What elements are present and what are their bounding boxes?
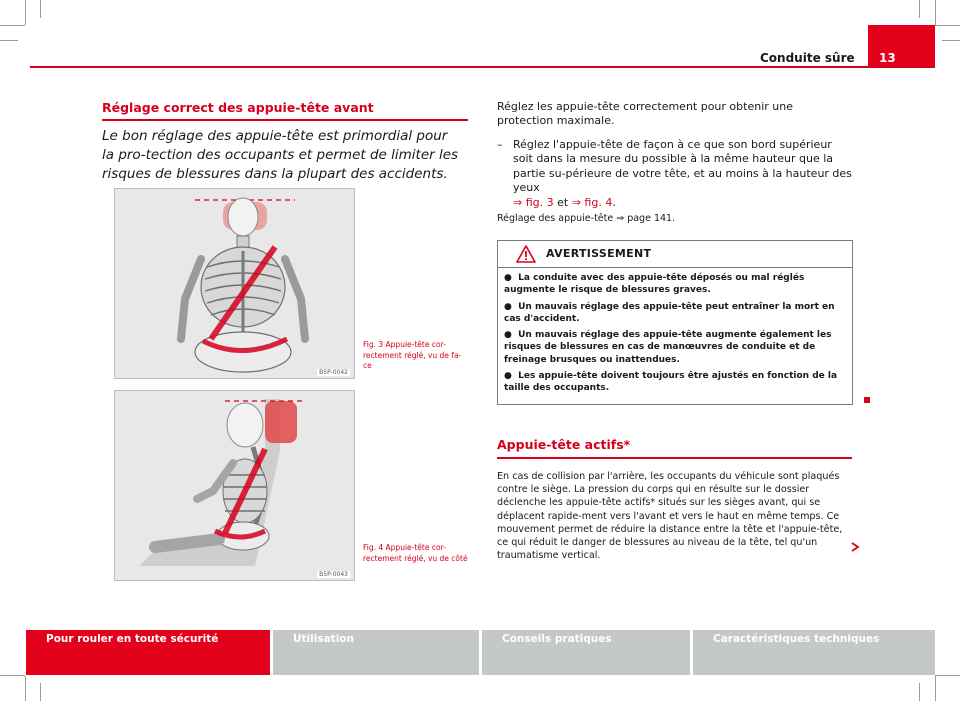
footer-tab-label: Conseils pratiques	[502, 633, 612, 645]
page-number-box	[868, 25, 935, 66]
warning-item: ● Un mauvais réglage des appuie-tête augmente également les risques de blessures en cas de manœuvres de conduite et de freinage brusques ou inattendues.	[504, 330, 832, 365]
figure-3-link[interactable]: ⇒ fig. 3	[513, 195, 554, 209]
section-end-marker	[864, 397, 870, 403]
figure-code: B5P-0043	[319, 571, 348, 578]
section-heading: Réglage correct des appuie-tête avant	[102, 100, 374, 115]
footer-tab-practical-tips[interactable]	[482, 630, 690, 675]
crop-mark	[935, 675, 960, 676]
warning-triangle-icon	[516, 245, 536, 263]
warning-item-text: Les appuie-tête doivent toujours être ajustés en fonction de la taille des occupants.	[504, 371, 838, 394]
footer-tab-label: Pour rouler en toute sécurité	[46, 633, 219, 645]
warning-list	[504, 272, 844, 399]
figure-4-link[interactable]: ⇒ fig. 4	[571, 195, 613, 209]
crop-mark	[935, 676, 936, 701]
crop-mark	[942, 40, 960, 41]
step-period: .	[612, 195, 616, 209]
figure-3-front-view	[114, 188, 355, 379]
crop-mark	[935, 0, 936, 25]
step-conjunction: et	[557, 195, 569, 209]
active-headrest-paragraph: En cas de collision par l'arrière, les occupants du véhicule sont plaqués contre le siège. La pression du corps qui en résulte sur le dossier déclenche les appuie-tête actifs* situés sur les sièges avant, qui se déplacent rapide-ment vers l'avant et vers le haut en même temps. Ce mouvement permet de réduire la distance entre la tête et l'appuie-tête, ce qui réduit le danger de blessures au niveau de la tête, tel qu'un traumatisme vertical.	[497, 471, 843, 562]
figure-3-caption: Fig. 3 Appuie-tête cor-rectement réglé, vu de fa-ce	[363, 340, 462, 370]
crop-mark	[25, 676, 26, 701]
warning-item-text: Un mauvais réglage des appuie-tête peut entraîner la mort en cas d'accident.	[504, 301, 835, 324]
footer-tab-operation[interactable]	[273, 630, 479, 675]
instruction-intro: Réglez les appuie-tête correctement pour obtenir une protection maximale.	[497, 100, 793, 128]
warning-item: ● La conduite avec des appuie-tête déposés ou mal réglés augmente le risque de blessures graves.	[504, 273, 805, 296]
warning-item-text: Un mauvais réglage des appuie-tête augmente également les risques de blessures en cas de manœuvres de conduite et de freinage brusques ou inattendues.	[504, 330, 832, 365]
warning-header	[498, 241, 852, 268]
page-reference: Réglage des appuie-tête ⇒ page 141.	[497, 213, 676, 224]
crop-mark	[0, 25, 25, 26]
figure-code: B5P-0042	[319, 369, 348, 376]
figure-4-caption: Fig. 4 Appuie-tête cor-rectement réglé, vu de côté	[363, 543, 468, 563]
figure-4-side-view	[114, 390, 355, 581]
warning-box	[497, 240, 853, 405]
footer-tab-label: Utilisation	[293, 633, 354, 645]
section-heading-active-headrest: Appuie-tête actifs*	[497, 437, 631, 452]
crop-mark	[0, 675, 25, 676]
footer-tab-technical-data[interactable]	[693, 630, 935, 675]
step-text: Réglez l'appuie-tête de façon à ce que son bord supérieur soit dans la mesure du possible à la même hauteur que la partie su-périeure de votre tête, et au moins à la hauteur des yeux	[513, 138, 852, 195]
footer-tab-safety[interactable]	[26, 630, 270, 675]
crop-mark	[919, 683, 920, 701]
heading-rule	[497, 457, 852, 459]
header-rule	[30, 66, 935, 68]
crop-mark	[919, 0, 920, 18]
warning-title: AVERTISSEMENT	[546, 247, 652, 260]
crop-mark	[40, 0, 41, 18]
warning-item: ● Un mauvais réglage des appuie-tête peut entraîner la mort en cas d'accident.	[504, 301, 835, 324]
running-header: Conduite sûre	[760, 51, 855, 65]
warning-item-text: La conduite avec des appuie-tête déposés ou mal réglés augmente le risque de blessures graves.	[504, 273, 805, 296]
crop-mark	[935, 25, 960, 26]
page-number: 13	[879, 51, 896, 65]
continue-arrow-icon	[850, 542, 860, 552]
footer-tab-label: Caractéristiques techniques	[713, 633, 880, 645]
crop-mark	[0, 40, 18, 41]
crop-mark	[25, 0, 26, 25]
crop-mark	[40, 683, 41, 701]
instruction-step	[497, 138, 852, 210]
step-dash: –	[497, 138, 503, 151]
heading-rule	[102, 119, 468, 121]
warning-item: ● Les appuie-tête doivent toujours être ajustés en fonction de la taille des occupants.	[504, 371, 838, 394]
intro-paragraph: Le bon réglage des appuie-tête est primordial pour la pro-tection des occupants et permet de limiter les risques de blessures dans la plupart des accidents.	[102, 128, 459, 182]
